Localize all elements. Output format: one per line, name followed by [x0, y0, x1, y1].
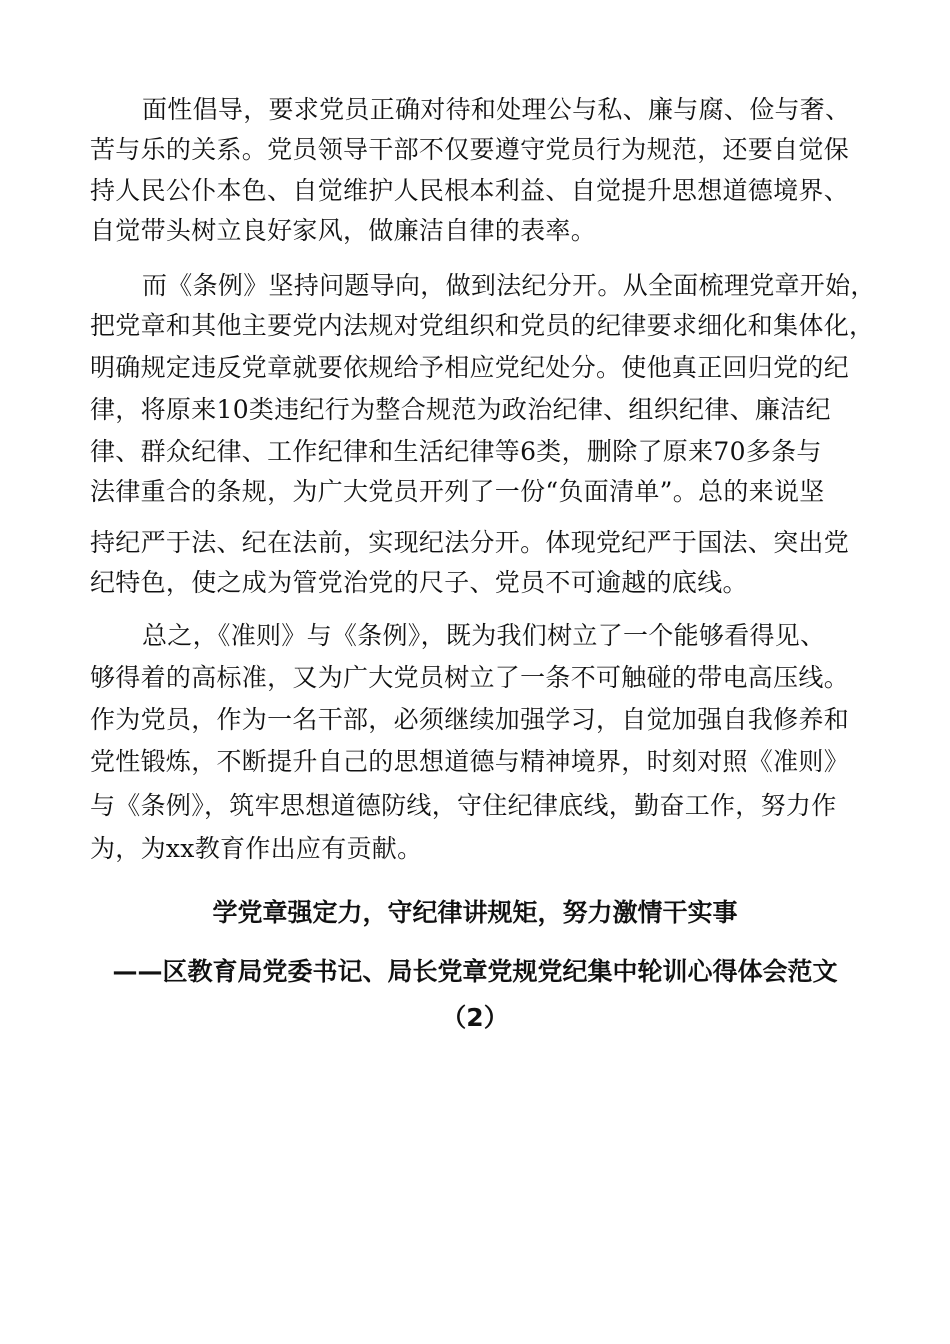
paragraph-line: 面性倡导，要求党员正确对待和处理公与私、廉与腐、俭与奢、 — [142, 95, 851, 124]
paragraph-line: 明确规定违反党章就要依规给予相应党纪处分。使他真正回归党的纪 — [90, 353, 850, 382]
paragraph-line: 够得着的高标准，又为广大党员树立了一条不可触碰的带电高压线。 — [90, 663, 850, 692]
paragraph-line: 与《条例》，筑牢思想道德防线，守住纪律底线，勤奋工作，努力作 — [90, 791, 837, 820]
section-subtitle: ——区教育局党委书记、局长党章党规党纪集中轮训心得体会范文 — [112, 957, 838, 986]
paragraph-line: 而《条例》坚持问题导向，做到法纪分开。从全面梳理党章开始， — [142, 271, 876, 300]
paragraph-line: 持人民公仆本色、自觉维护人民根本利益、自觉提升思想道德境界、 — [90, 176, 850, 205]
paragraph-line: 总之，《准则》与《条例》，既为我们树立了一个能够看得见、 — [142, 621, 826, 650]
paragraph-line: 为，为xx教育作出应有贡献。 — [90, 834, 423, 863]
section-subtitle-number: （2） — [441, 1003, 509, 1032]
paragraph-line: 作为党员，作为一名干部，必须继续加强学习，自觉加强自我修养和 — [90, 705, 850, 734]
paragraph-line: 自觉带头树立良好家风，做廉洁自律的表率。 — [90, 216, 597, 245]
paragraph-line: 法律重合的条规，为广大党员开列了一份“负面清单”。总的来说坚 — [90, 477, 825, 506]
section-title: 学党章强定力，守纪律讲规矩，努力激情干实事 — [212, 898, 738, 927]
paragraph-line: 党性锻炼，不断提升自己的思想道德与精神境界，时刻对照《准则》 — [90, 747, 850, 776]
paragraph-line: 苦与乐的关系。党员领导干部不仅要遵守党员行为规范，还要自觉保 — [90, 135, 850, 164]
paragraph-line: 律，将原来10类违纪行为整合规范为政治纪律、组织纪律、廉洁纪 — [90, 395, 831, 424]
paragraph-line: 纪特色，使之成为管党治党的尺子、党员不可逾越的底线。 — [90, 568, 748, 597]
paragraph-line: 持纪严于法、纪在法前，实现纪法分开。体现党纪严于国法、突出党 — [90, 528, 850, 557]
paragraph-line: 律、群众纪律、工作纪律和生活纪律等6类，删除了原来70多条与 — [90, 437, 822, 466]
paragraph-line: 把党章和其他主要党内法规对党组织和党员的纪律要求细化和集体化， — [90, 311, 875, 340]
